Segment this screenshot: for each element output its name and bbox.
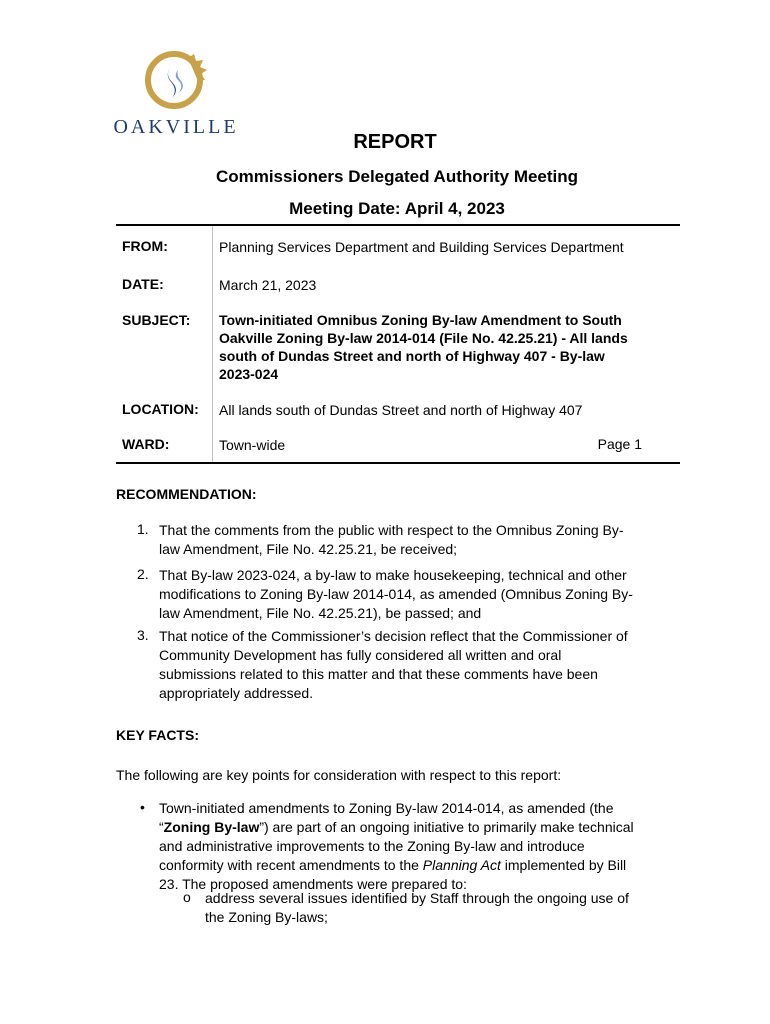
list-item-line: appropriately addressed. bbox=[159, 685, 314, 701]
list-item-line: submissions related to this matter and that these comments have been bbox=[159, 666, 598, 682]
list-item-line: That the comments from the public with respect to the Omnibus Zoning By- bbox=[159, 522, 624, 538]
list-number: 1. bbox=[137, 521, 149, 537]
bullet-marker: • bbox=[140, 799, 145, 815]
list-item-line: That By-law 2023-024, a by-law to make housekeeping, technical and other bbox=[159, 567, 627, 583]
act-title: Planning Act bbox=[422, 857, 501, 873]
bullet-line: Town-initiated amendments to Zoning By-law 2014-014, as amended (the bbox=[159, 800, 614, 816]
date-value: March 21, 2023 bbox=[219, 277, 317, 293]
subject-line: Town-initiated Omnibus Zoning By-law Amendment to South bbox=[219, 312, 622, 328]
location-value: All lands south of Dundas Street and north of Highway 407 bbox=[219, 402, 583, 418]
from-value: Planning Services Department and Building Services Department bbox=[219, 239, 624, 255]
page-number: Page 1 bbox=[597, 436, 642, 452]
key-facts-heading: KEY FACTS: bbox=[116, 727, 199, 743]
table-divider bbox=[212, 226, 213, 462]
report-title: REPORT bbox=[353, 131, 437, 153]
location-label: LOCATION: bbox=[122, 401, 199, 417]
list-item-line: That notice of the Commissioner’s decision reflect that the Commissioner of bbox=[159, 628, 628, 644]
list-item bbox=[159, 521, 679, 559]
bullet-text: implemented by Bill bbox=[500, 857, 627, 873]
subject-label: SUBJECT: bbox=[122, 312, 191, 328]
logo-wordmark: OAKVILLE bbox=[113, 116, 239, 138]
date-label: DATE: bbox=[122, 276, 164, 292]
sub-bullet-line: the Zoning By-laws; bbox=[205, 909, 328, 925]
sub-bullet bbox=[205, 889, 685, 927]
ward-label: WARD: bbox=[122, 436, 170, 452]
bullet-line: and administrative improvements to the Zoning By-law and introduce bbox=[159, 838, 585, 854]
bullet-line bbox=[159, 818, 684, 837]
list-item-line: law Amendment, File No. 42.25.21, be received; bbox=[159, 541, 458, 557]
recommendation-heading: RECOMMENDATION: bbox=[116, 486, 257, 502]
list-item bbox=[159, 627, 679, 703]
defined-term: Zoning By-law bbox=[163, 819, 260, 835]
subject-line: Oakville Zoning By-law 2014-014 (File No. 42.25.21) - All lands bbox=[219, 330, 628, 346]
sub-bullet-line: address several issues identified by Staff through the ongoing use of bbox=[205, 890, 629, 906]
from-label: FROM: bbox=[122, 238, 168, 254]
report-info-table bbox=[116, 224, 680, 464]
oakville-leaf-logo-icon bbox=[144, 48, 208, 112]
bullet-line: 23. The proposed amendments were prepared to: bbox=[159, 876, 467, 892]
subject-line: south of Dundas Street and north of Highway 407 - By-law bbox=[219, 348, 605, 364]
key-facts-intro: The following are key points for consideration with respect to this report: bbox=[116, 767, 562, 783]
subject-value bbox=[219, 311, 664, 383]
list-item-line: law Amendment, File No. 42.25.21), be passed; and bbox=[159, 605, 482, 621]
key-fact-bullet bbox=[159, 799, 684, 894]
quote-open: “ bbox=[159, 819, 164, 835]
meeting-title: Commissioners Delegated Authority Meeting bbox=[215, 167, 579, 186]
bullet-text: ”) are part of an ongoing initiative to primarily make technical bbox=[259, 819, 634, 835]
meeting-date: Meeting Date: April 4, 2023 bbox=[289, 199, 505, 218]
bullet-line bbox=[159, 856, 684, 875]
bullet-text: conformity with recent amendments to the bbox=[159, 857, 423, 873]
oakville-logo bbox=[108, 48, 244, 140]
list-item-line: Community Development has fully considered all written and oral bbox=[159, 647, 562, 663]
list-number: 3. bbox=[137, 627, 149, 643]
ward-value: Town-wide bbox=[219, 437, 286, 453]
list-item-line: modifications to Zoning By-law 2014-014, as amended (Omnibus Zoning By- bbox=[159, 586, 633, 602]
sub-bullet-marker: o bbox=[183, 889, 191, 905]
list-number: 2. bbox=[137, 566, 149, 582]
subject-line: 2023-024 bbox=[219, 366, 279, 382]
list-item bbox=[159, 566, 679, 623]
